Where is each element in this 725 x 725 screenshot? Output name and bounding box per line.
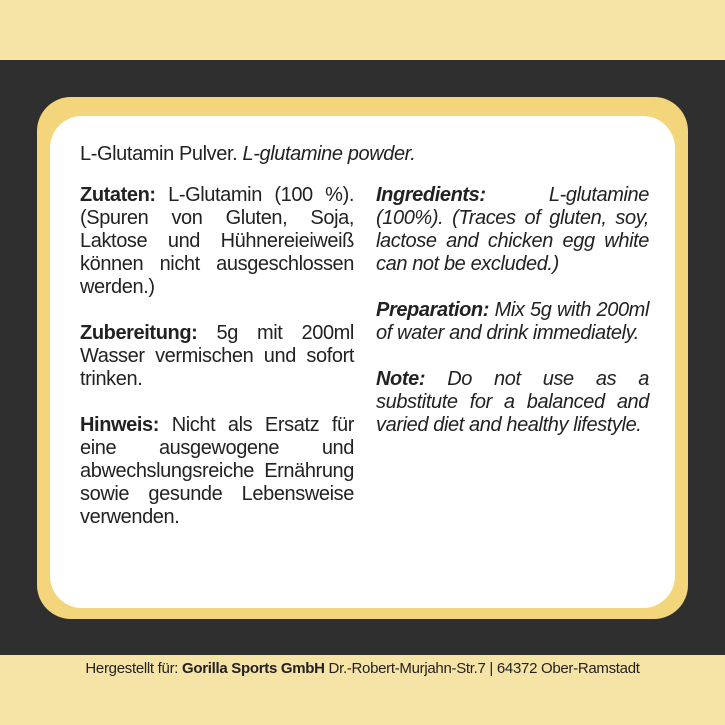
german-note bbox=[80, 414, 354, 529]
manufacturer-line bbox=[0, 660, 725, 677]
german-ingredients-label: Zutaten: bbox=[80, 184, 156, 206]
english-preparation-label: Preparation: bbox=[376, 299, 490, 321]
german-preparation-text: 5g mit 200ml Wasser vermischen und sofort trinken. bbox=[80, 322, 354, 390]
english-preparation bbox=[376, 299, 649, 345]
product-title bbox=[80, 143, 415, 166]
german-note-text: Nicht als Ersatz für eine ausgewogene und abwechslungsreiche Ernährung sowie gesunde Lebensweise verwenden. bbox=[80, 414, 354, 528]
english-column bbox=[376, 184, 649, 437]
german-column bbox=[80, 184, 354, 529]
english-ingredients bbox=[376, 184, 649, 276]
german-note-label: Hinweis: bbox=[80, 414, 160, 436]
german-ingredients bbox=[80, 184, 354, 299]
german-ingredients-text: L-Glutamin (100 %). (Spuren von Gluten, Soja, Laktose und Hühnereieiweiß können nicht ausgeschlossen werden.) bbox=[80, 184, 354, 298]
product-title-en: L-glutamine powder. bbox=[242, 143, 416, 165]
english-ingredients-text: L-glutamine (100%). (Traces of gluten, soy, lactose and chicken egg white can not be excluded.) bbox=[376, 184, 649, 275]
product-title-de: L-Glutamin Pulver. bbox=[80, 143, 238, 165]
english-preparation-text: Mix 5g with 200ml of water and drink immediately. bbox=[376, 299, 649, 344]
manufacturer-prefix: Hergestellt für: bbox=[85, 660, 179, 677]
german-preparation-label: Zubereitung: bbox=[80, 322, 198, 344]
english-ingredients-label: Ingredients: bbox=[376, 184, 486, 206]
manufacturer-name: Gorilla Sports GmbH bbox=[182, 660, 325, 677]
top-band bbox=[0, 0, 725, 60]
german-preparation bbox=[80, 322, 354, 391]
english-note-text: Do not use as a substitute for a balanced and varied diet and healthy lifestyle. bbox=[376, 368, 649, 436]
manufacturer-address: Dr.-Robert-Murjahn-Str.7 | 64372 Ober-Ramstadt bbox=[328, 660, 640, 677]
english-note-label: Note: bbox=[376, 368, 426, 390]
english-note bbox=[376, 368, 649, 437]
